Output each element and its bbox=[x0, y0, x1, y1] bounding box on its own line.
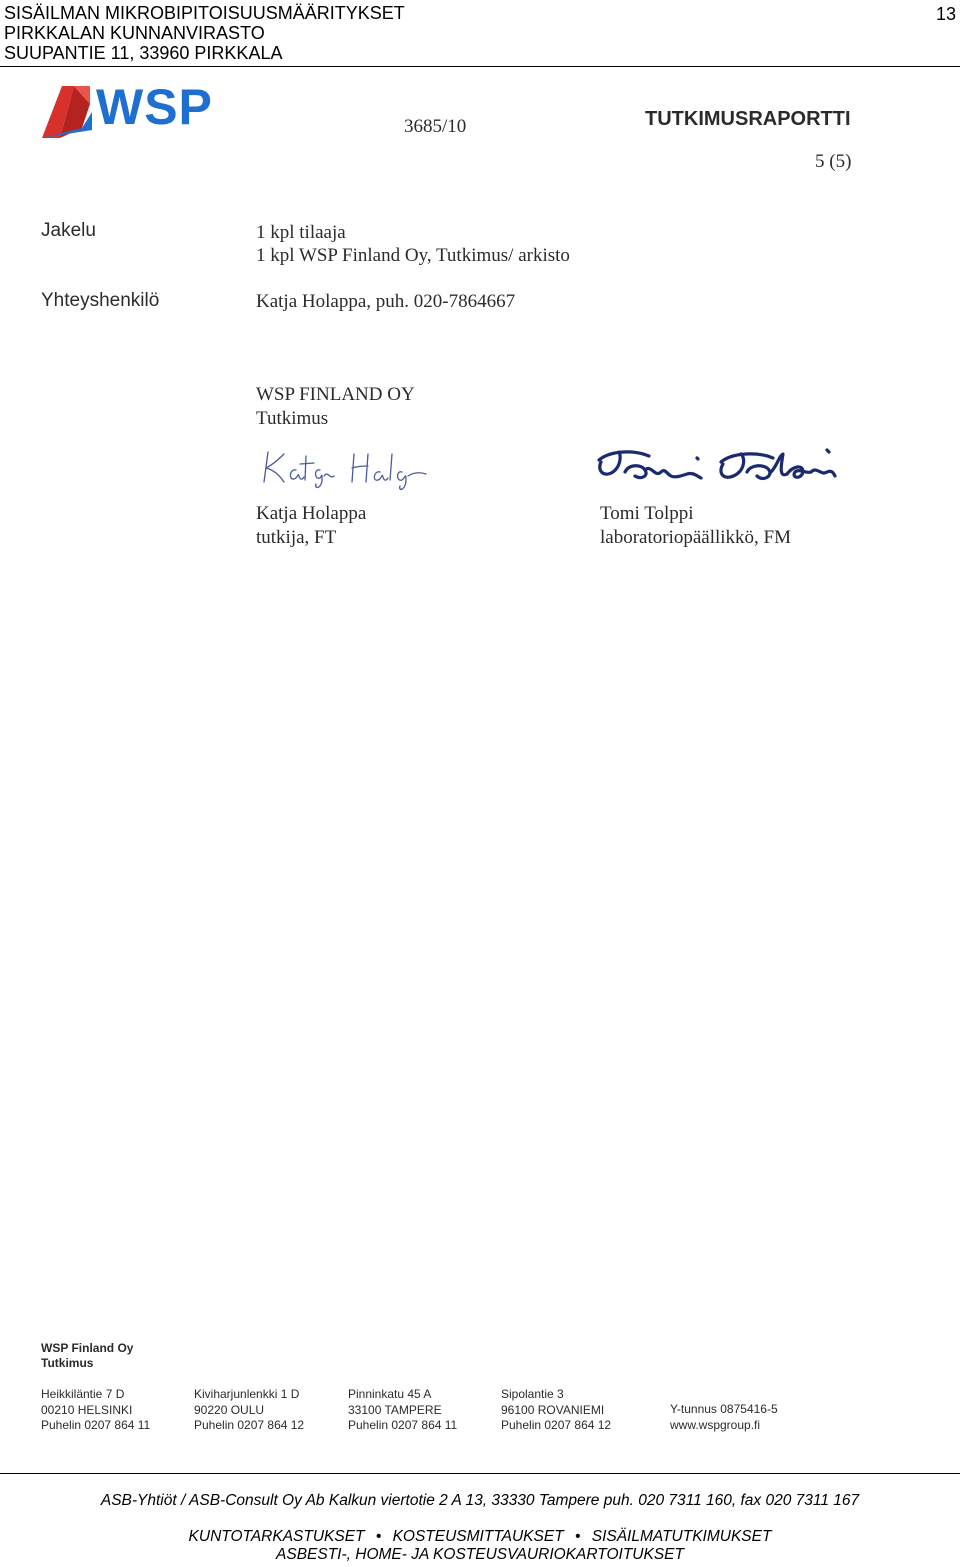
contact-label: Yhteyshenkilö bbox=[41, 290, 160, 311]
office-city: 33100 TAMPERE bbox=[348, 1402, 442, 1417]
office-block bbox=[501, 1387, 611, 1434]
wsp-logo bbox=[40, 79, 215, 142]
signature-tomi-tolppi bbox=[595, 442, 840, 494]
wsp-logo-text: WSP bbox=[96, 79, 213, 135]
signature-company: WSP FINLAND OY bbox=[256, 384, 415, 405]
header-title: SISÄILMAN MIKROBIPITOISUUSMÄÄRITYKSET bbox=[4, 3, 405, 23]
office-city: 00210 HELSINKI bbox=[41, 1402, 133, 1417]
service-item: KUNTOTARKASTUKSET bbox=[188, 1528, 365, 1545]
page-number: 13 bbox=[935, 4, 956, 24]
office-street: Pinninkatu 45 A bbox=[348, 1387, 432, 1401]
office-city: 90220 OULU bbox=[194, 1402, 265, 1417]
office-phone: Puhelin 0207 864 12 bbox=[194, 1418, 305, 1432]
distribution-line: 1 kpl tilaaja bbox=[256, 222, 346, 243]
bullet-separator: • bbox=[375, 1528, 382, 1545]
business-id: Y-tunnus 0875416-5 bbox=[670, 1402, 778, 1416]
report-number: 3685/10 bbox=[404, 116, 467, 137]
footer-services bbox=[0, 1528, 960, 1546]
office-city: 96100 ROVANIEMI bbox=[501, 1402, 605, 1417]
signature-department: Tutkimus bbox=[256, 408, 329, 429]
contact-value: Katja Holappa, puh. 020-7864667 bbox=[256, 291, 516, 312]
office-phone: Puhelin 0207 864 11 bbox=[348, 1418, 458, 1432]
signer-name: Tomi Tolppi bbox=[600, 503, 694, 524]
footer-contact-line: ASB-Yhtiöt / ASB-Consult Oy Ab Kalkun viertotie 2 A 13, 33330 Tampere puh. 020 7311 160, fax 020 7311 167 bbox=[100, 1492, 860, 1509]
service-item: SISÄILMATUTKIMUKSET bbox=[591, 1528, 772, 1545]
office-street: Kiviharjunlenkki 1 D bbox=[194, 1387, 300, 1401]
office-street: Heikkiläntie 7 D bbox=[41, 1387, 125, 1401]
report-page-of: 5 (5) bbox=[815, 151, 852, 172]
footer-company: WSP Finland Oy bbox=[41, 1341, 134, 1355]
office-street: Sipolantie 3 bbox=[501, 1387, 564, 1401]
signature-katja-holappa bbox=[258, 446, 433, 491]
footer-department: Tutkimus bbox=[41, 1356, 94, 1370]
distribution-label: Jakelu bbox=[41, 220, 96, 241]
signer-title: laboratoriopäällikkö, FM bbox=[600, 527, 792, 548]
service-item: KOSTEUSMITTAUKSET bbox=[392, 1528, 564, 1545]
office-phone: Puhelin 0207 864 12 bbox=[501, 1418, 612, 1432]
header-address: SUUPANTIE 11, 33960 PIRKKALA bbox=[4, 43, 283, 63]
distribution-list bbox=[256, 221, 570, 267]
website-link: www.wspgroup.fi bbox=[670, 1417, 761, 1432]
office-block bbox=[348, 1387, 457, 1434]
report-type: TUTKIMUSRAPORTTI bbox=[645, 108, 851, 130]
signer-name: Katja Holappa bbox=[256, 503, 367, 524]
footer-business-info bbox=[670, 1402, 778, 1433]
office-phone: Puhelin 0207 864 11 bbox=[41, 1418, 151, 1432]
signer-title: tutkija, FT bbox=[256, 527, 337, 548]
bullet-separator: • bbox=[574, 1528, 581, 1545]
header-rule bbox=[0, 66, 960, 67]
footer-rule bbox=[0, 1473, 960, 1474]
office-block bbox=[194, 1387, 304, 1434]
header-client: PIRKKALAN KUNNANVIRASTO bbox=[4, 23, 265, 43]
distribution-line: 1 kpl WSP Finland Oy, Tutkimus/ arkisto bbox=[256, 245, 570, 266]
office-block bbox=[41, 1387, 150, 1434]
footer-services-line2: ASBESTI-, HOME- JA KOSTEUSVAURIOKARTOITUKSET bbox=[276, 1546, 684, 1563]
